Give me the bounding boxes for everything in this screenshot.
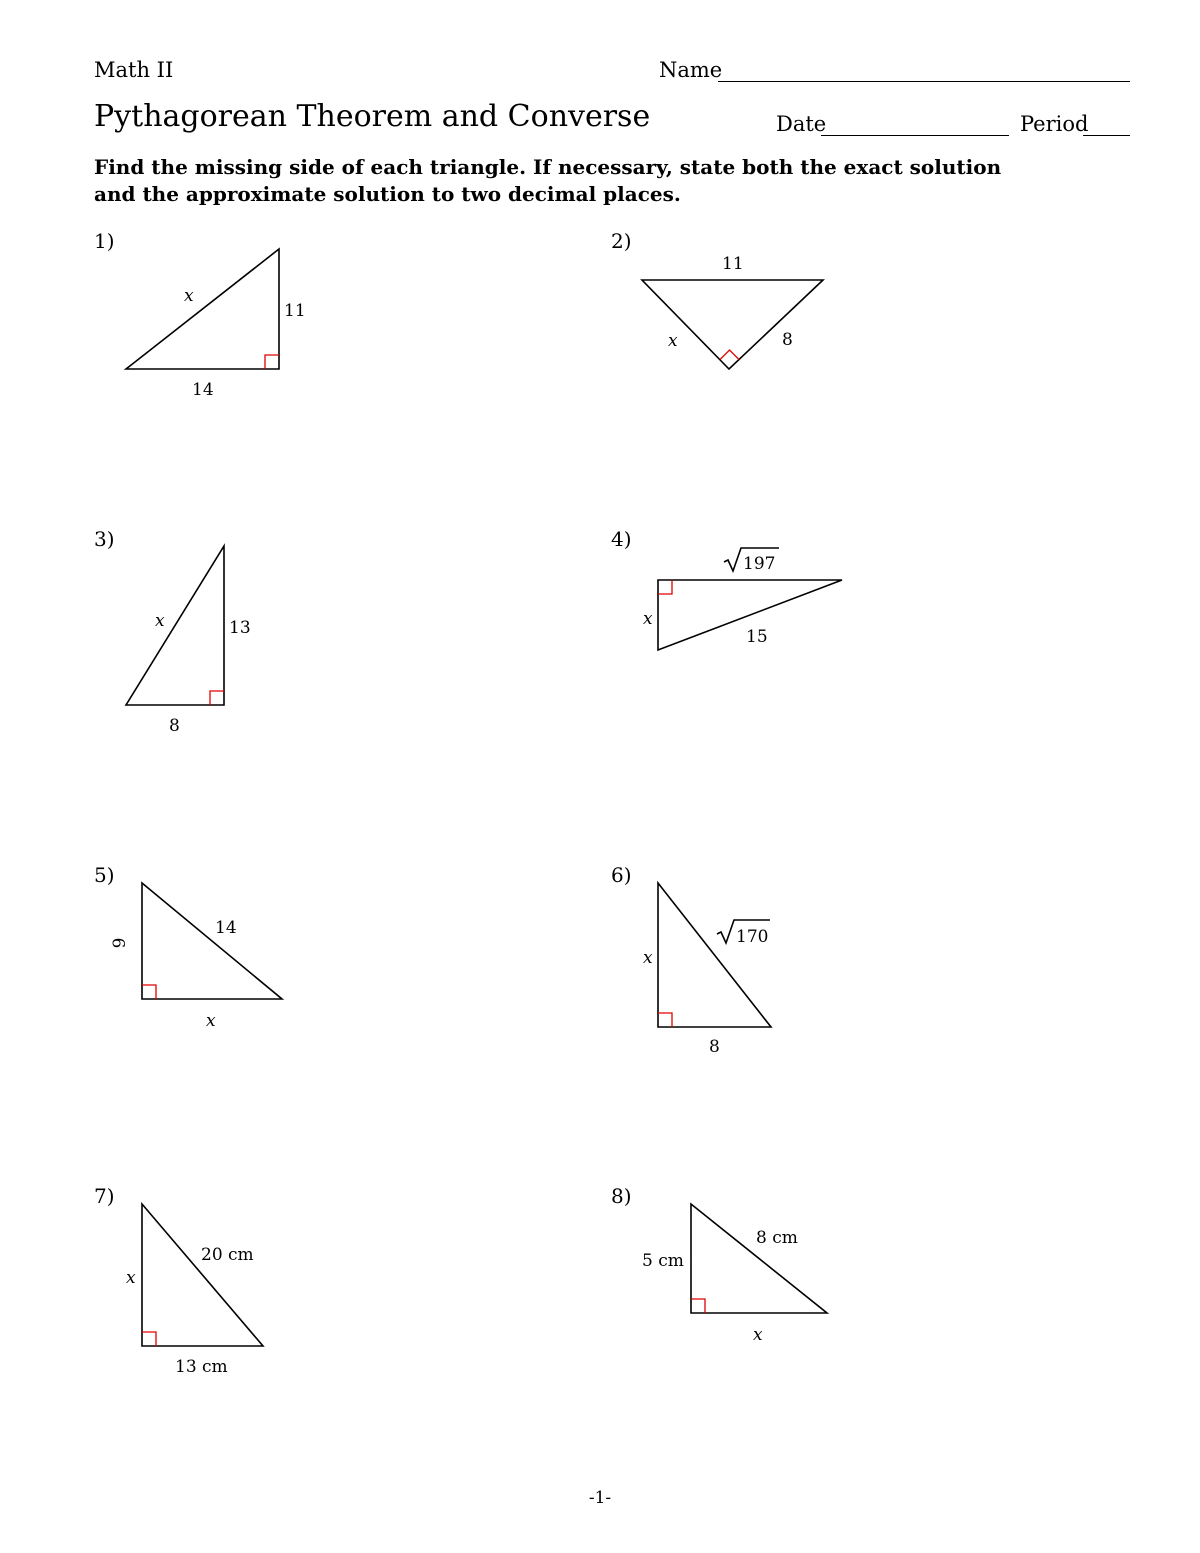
side-label: x — [155, 611, 165, 631]
triangle-outline — [126, 249, 279, 369]
right-angle-marker — [210, 691, 224, 705]
problem-4-number: 4) — [611, 527, 632, 551]
side-label: 8 cm — [756, 1228, 798, 1248]
problem-5-number: 5) — [94, 863, 115, 887]
date-label: Date — [776, 112, 827, 136]
side-label: x — [668, 331, 678, 351]
right-angle-marker — [658, 1013, 672, 1027]
side-label: 13 cm — [175, 1357, 228, 1377]
problem-1-number: 1) — [94, 229, 115, 253]
worksheet-title: Pythagorean Theorem and Converse — [94, 99, 651, 134]
right-angle-marker — [142, 985, 156, 999]
side-label: 14 — [192, 380, 214, 400]
problem-6-triangle — [643, 883, 771, 1057]
problem-5-triangle — [110, 883, 282, 1031]
right-angle-marker — [265, 355, 279, 369]
side-label: x — [206, 1011, 216, 1031]
side-label: 15 — [746, 627, 768, 647]
problem-7-number: 7) — [94, 1184, 115, 1208]
triangle-outline — [642, 280, 823, 369]
side-label: 9 — [110, 937, 130, 949]
triangle-outline — [142, 1204, 263, 1346]
side-label: 5 cm — [642, 1251, 684, 1271]
triangle-outline — [142, 883, 282, 999]
page-number: -1- — [588, 1488, 612, 1508]
problem-2-triangle — [642, 254, 823, 369]
right-angle-marker — [658, 580, 672, 594]
period-label: Period — [1020, 112, 1089, 136]
side-label: x — [184, 286, 194, 306]
instructions: Find the missing side of each triangle. If necessary, state both the exact solution and the approximate solution to two decimal places. — [94, 155, 1002, 206]
right-angle-marker — [720, 350, 739, 360]
side-label: 8 — [782, 330, 793, 350]
triangle-outline — [126, 546, 224, 705]
side-label: 8 — [709, 1037, 720, 1057]
problem-2-number: 2) — [611, 229, 632, 253]
problem-8-triangle — [642, 1204, 827, 1345]
problem-4-triangle — [643, 548, 842, 650]
right-angle-marker — [691, 1299, 705, 1313]
triangle-outline — [691, 1204, 827, 1313]
problem-1-triangle — [126, 249, 306, 400]
problem-3-triangle — [126, 546, 251, 736]
side-label: 11 — [284, 301, 306, 321]
side-label: 170 — [736, 927, 769, 947]
name-label: Name — [659, 58, 723, 82]
triangle-outline — [658, 883, 771, 1027]
right-angle-marker — [142, 1332, 156, 1346]
problem-3-number: 3) — [94, 527, 115, 551]
side-label: 11 — [722, 254, 744, 274]
side-label: x — [753, 1325, 763, 1345]
problem-7-triangle — [126, 1204, 263, 1377]
problem-8-number: 8) — [611, 1184, 632, 1208]
course-name: Math II — [94, 58, 174, 82]
problem-6-number: 6) — [611, 863, 632, 887]
side-label: x — [126, 1268, 136, 1288]
side-label: 20 cm — [201, 1245, 254, 1265]
side-label: 197 — [743, 554, 776, 574]
side-label: 14 — [215, 918, 237, 938]
side-label: x — [643, 609, 653, 629]
side-label: x — [643, 948, 653, 968]
side-label: 8 — [169, 716, 180, 736]
side-label: 13 — [229, 618, 251, 638]
